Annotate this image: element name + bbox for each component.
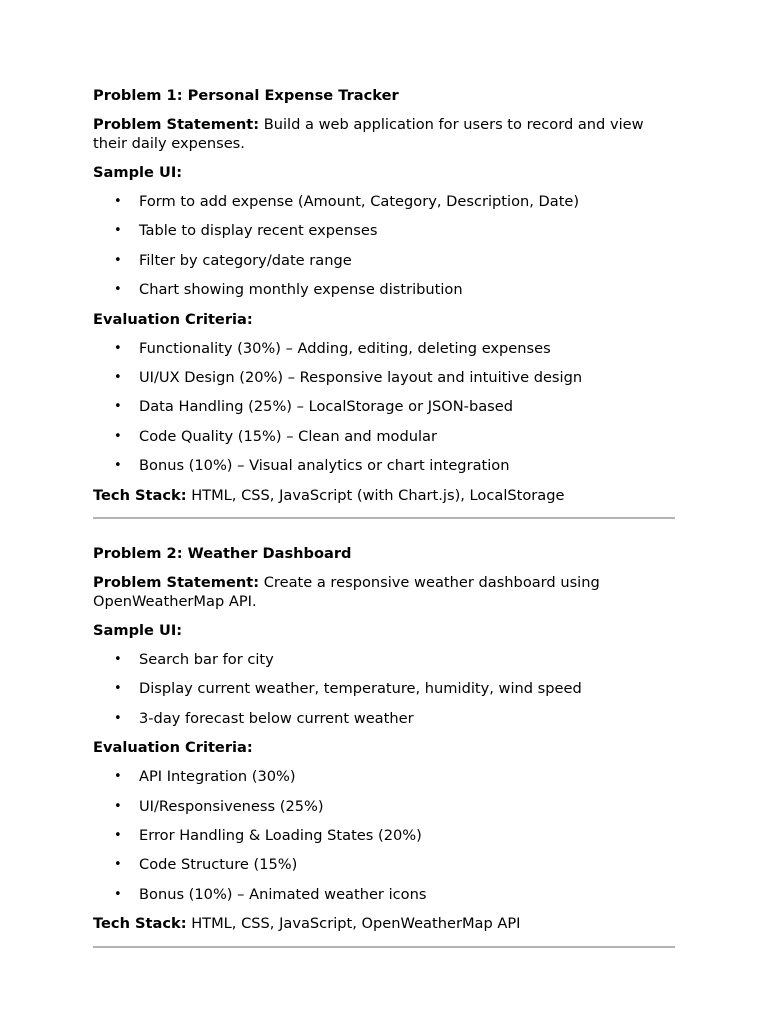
tech-stack-text: HTML, CSS, JavaScript, OpenWeatherMap API	[186, 915, 521, 933]
problem-statement	[93, 115, 675, 153]
list-item-text: Search bar for city	[139, 651, 274, 668]
list-item-text: Code Structure (15%)	[139, 856, 298, 874]
list-item-text: Bonus (10%) – Visual analytics or chart integration	[139, 457, 510, 475]
list-item-text: Chart showing monthly expense distribution	[139, 281, 463, 299]
list-item-text: Functionality (30%) – Adding, editing, deleting expenses	[139, 339, 551, 357]
statement-text: Build a web application for users to record and view their daily expenses.	[93, 116, 644, 152]
bullet-icon: •	[114, 681, 122, 697]
bullet-icon: •	[114, 399, 122, 415]
list-item	[93, 280, 675, 299]
list-item-text: Display current weather, temperature, humidity, wind speed	[139, 680, 582, 698]
list-item	[93, 339, 675, 358]
statement-label: Problem Statement:	[93, 574, 260, 591]
tech-stack-label: Tech Stack:	[93, 915, 187, 933]
list-item	[93, 709, 675, 728]
tech-stack	[93, 914, 675, 933]
bullet-icon: •	[114, 340, 122, 356]
list-item	[93, 885, 675, 904]
list-item-text: Data Handling (25%) – LocalStorage or JSON-based	[139, 398, 513, 416]
tech-stack	[93, 486, 675, 505]
list-item	[93, 192, 675, 211]
criteria-label: Evaluation Criteria:	[93, 310, 253, 328]
list-item	[93, 251, 675, 270]
bullet-icon: •	[114, 827, 122, 843]
list-item-text: Error Handling & Loading States (20%)	[139, 826, 422, 844]
bullet-icon: •	[114, 369, 122, 385]
problem-section	[93, 86, 675, 505]
list-item-text: Filter by category/date range	[139, 251, 352, 269]
list-item-text: Table to display recent expenses	[139, 222, 378, 240]
sample-ui-list	[93, 192, 675, 299]
list-item	[93, 397, 675, 416]
problem-section	[93, 544, 675, 933]
list-item	[93, 679, 675, 698]
bullet-icon: •	[114, 223, 122, 239]
list-item-text: UI/UX Design (20%) – Responsive layout and intuitive design	[139, 368, 583, 386]
bullet-icon: •	[114, 458, 122, 474]
bullet-icon: •	[114, 652, 122, 667]
sample-ui-label: Sample UI:	[93, 622, 183, 639]
bullet-icon: •	[114, 710, 122, 726]
list-item-text: Form to add expense (Amount, Category, Description, Date)	[139, 193, 580, 210]
list-item-text: API Integration (30%)	[139, 768, 296, 786]
sample-ui-label: Sample UI:	[93, 164, 183, 181]
problem-statement	[93, 573, 675, 611]
list-item	[93, 826, 675, 845]
list-item	[93, 427, 675, 446]
section-divider	[93, 517, 675, 519]
bullet-icon: •	[114, 769, 122, 785]
statement-text: Create a responsive weather dashboard using OpenWeatherMap API.	[93, 574, 600, 610]
list-item	[93, 855, 675, 874]
bullet-icon: •	[114, 282, 122, 298]
list-item	[93, 797, 675, 816]
criteria-label: Evaluation Criteria:	[93, 739, 253, 757]
list-item	[93, 368, 675, 387]
list-item-text: UI/Responsiveness (25%)	[139, 797, 324, 815]
list-item-text: Code Quality (15%) – Clean and modular	[139, 427, 437, 445]
list-item-text: 3-day forecast below current weather	[139, 709, 414, 727]
criteria-list	[93, 339, 675, 476]
list-item-text: Bonus (10%) – Animated weather icons	[139, 885, 427, 903]
list-item	[93, 456, 675, 475]
problem-title: Problem 2: Weather Dashboard	[93, 545, 352, 562]
bullet-icon: •	[114, 798, 122, 814]
list-item	[93, 221, 675, 240]
sample-ui-list	[93, 650, 675, 728]
bullet-icon: •	[114, 194, 122, 209]
tech-stack-label: Tech Stack:	[93, 486, 187, 504]
bullet-icon: •	[114, 428, 122, 444]
bullet-icon: •	[114, 857, 122, 873]
criteria-list	[93, 767, 675, 904]
bullet-icon: •	[114, 886, 122, 902]
problem-title: Problem 1: Personal Expense Tracker	[93, 87, 399, 104]
tech-stack-text: HTML, CSS, JavaScript (with Chart.js), LocalStorage	[186, 486, 565, 504]
list-item	[93, 767, 675, 786]
statement-label: Problem Statement:	[93, 116, 260, 133]
bullet-icon: •	[114, 252, 122, 268]
list-item	[93, 650, 675, 669]
section-divider	[93, 946, 675, 948]
